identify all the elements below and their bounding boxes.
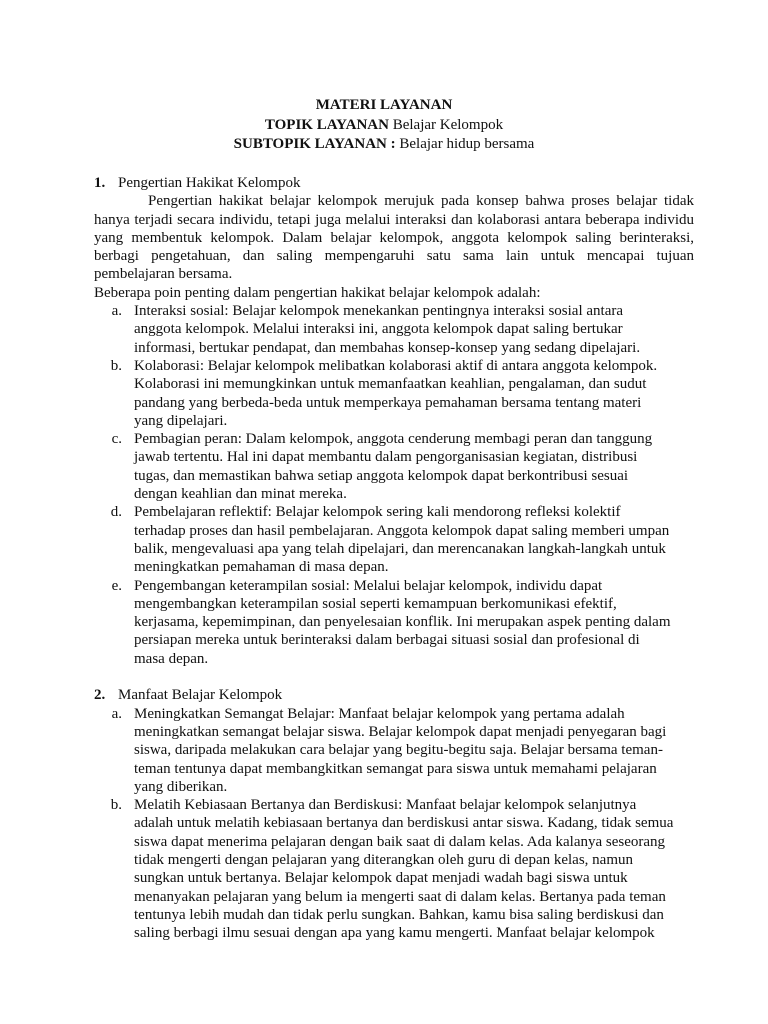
list-item [94, 796, 694, 942]
list-item-text: Pembagian peran: Dalam kelompok, anggota cenderung membagi peran dan tanggung jawab tertentu. Hal ini dapat membantu dalam pengorganisasian kegiatan, distribusi tugas, dan memastikan bahwa setiap anggota kelompok dapat berkontribusi sesuai dengan keahlian dan minat mereka. [134, 431, 653, 503]
section-list [94, 302, 694, 668]
list-item-text: Interaksi sosial: Belajar kelompok menekankan pentingnya interaksi sosial antara anggota kelompok. Melalui interaksi ini, anggota kelompok dapat saling bertukar informasi, bertukar pendapat, dan membahas konsep-konsep yang sedang dipelajari. [134, 303, 641, 356]
topic-value: Belajar Kelompok [388, 116, 504, 133]
list-item-text: Kolaborasi: Belajar kelompok melibatkan kolaborasi aktif di antara anggota kelompok. Kolaborasi ini memungkinkan untuk memanfaatkan keahlian, pengalaman, dan sudut pandang yang berbeda-beda untuk memperkaya pemahaman bersama tentang materi yang dipelajari. [134, 357, 658, 429]
section-title: Manfaat Belajar Kelompok [118, 687, 283, 704]
list-item [94, 705, 694, 796]
section-heading [94, 174, 694, 192]
list-marker: a. [111, 705, 122, 722]
document-body [94, 174, 694, 942]
section-spacer [94, 668, 694, 686]
document-header [0, 96, 768, 155]
topic-label: TOPIK LAYANAN [264, 116, 389, 133]
list-item [94, 302, 694, 357]
list-marker: b. [110, 357, 122, 374]
list-marker: c. [111, 431, 122, 448]
list-item-text: Pengembangan keterampilan sosial: Melalui belajar kelompok, individu dapat mengembangkan keterampilan sosial seperti kemampuan berkomunikasi efektif, kerjasama, kepemimpinan, dan penyelesaian konflik. Ini merupakan aspek penting dalam persiapan mereka untuk berinteraksi dalam berbagai situasi sosial dan profesional di masa depan. [134, 577, 671, 667]
list-item-text: Pembelajaran reflektif: Belajar kelompok sering kali mendorong refleksi kolektif terhadap proses dan hasil pembelajaran. Anggota kelompok dapat saling memberi umpan balik, mengevaluasi apa yang telah dipelajari, dan merencanakan langkah-langkah untuk meningkatkan pemahaman di masa depan. [134, 504, 670, 576]
list-item-text: Meningkatkan Semangat Belajar: Manfaat belajar kelompok yang pertama adalah meningkatkan semangat belajar siswa. Belajar kelompok dapat menjadi penyegaran bagi siswa, daripada melakukan cara belajar yang begitu-begitu saja. Belajar bersama teman-teman tentunya dapat membangkitkan semangat para siswa untuk memahami pelajaran yang diberikan. [134, 705, 667, 795]
list-item [94, 577, 694, 668]
section-heading [94, 686, 694, 704]
document-title: MATERI LAYANAN [315, 97, 453, 113]
list-marker: a. [111, 303, 122, 320]
list-marker: e. [111, 577, 122, 594]
topic-line [0, 116, 768, 136]
list-item-text: Melatih Kebiasaan Bertanya dan Berdiskusi: Manfaat belajar kelompok selanjutnya adalah untuk melatih kebiasaan bertanya dan berdiskusi antar siswa. Kadang, tidak semua siswa dapat menerima pelajaran dengan baik saat di dalam kelas. Ada kalanya seseorang tidak mengerti dengan pelajaran yang diterangkan oleh guru di depan kelas, namun sungkan untuk bertanya. Belajar kelompok dapat menjadi wadah bagi siswa untuk menanyakan pelajaran yang belum ia mengerti saat di dalam kelas. Bertanya pada teman tentunya lebih mudah dan tidak perlu sungkan. Bahkan, kamu bisa saling berdiskusi dan saling berbagi ilmu sesuai dengan apa yang kamu mengerti. Manfaat belajar kelompok [134, 797, 674, 942]
list-item [94, 357, 694, 430]
subtopic-label: SUBTOPIK LAYANAN : [233, 136, 396, 152]
subtopic-value: Belajar hidup bersama [395, 136, 535, 152]
section-intro: Beberapa poin penting dalam pengertian hakikat belajar kelompok adalah: [94, 284, 541, 301]
section-title: Pengertian Hakikat Kelompok [118, 175, 301, 191]
list-marker: b. [110, 797, 122, 814]
subtopic-line [0, 135, 768, 155]
section-number: 1. [94, 175, 106, 191]
section-number: 2. [94, 687, 106, 704]
list-marker: d. [110, 504, 122, 521]
list-item [94, 503, 694, 576]
list-item [94, 430, 694, 503]
section-paragraph: Pengertian hakikat belajar kelompok merujuk pada konsep bahwa proses belajar tidak hanya terjadi secara individu, tetapi juga melalui interaksi dan kolaborasi antara beberapa individu yang membentuk kelompok. Dalam belajar kelompok, anggota kelompok saling berinteraksi, berbagi pengetahuan, dan saling mempengaruhi satu sama lain untuk mencapai tujuan pembelajaran bersama. [94, 193, 694, 283]
section-list [94, 705, 694, 943]
